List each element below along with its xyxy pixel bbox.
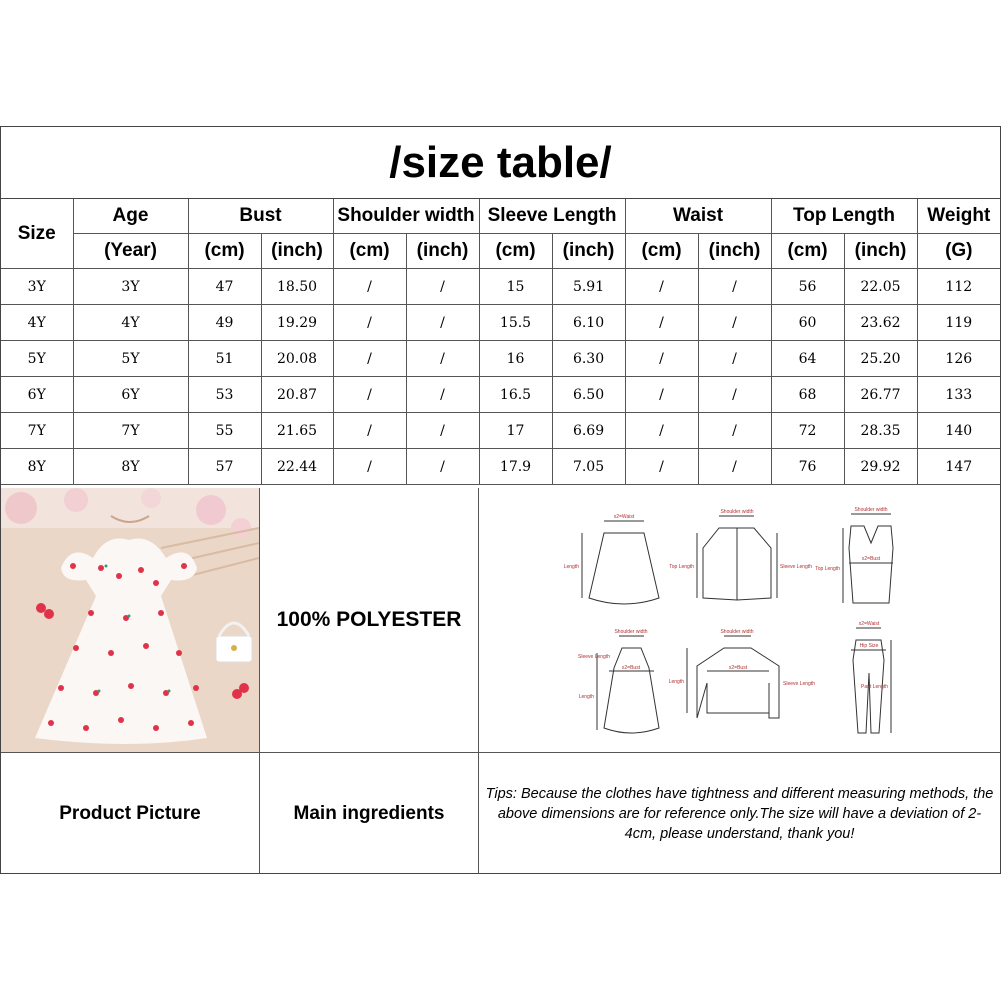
table-cell: 22.44 <box>261 449 333 485</box>
table-cell: / <box>406 269 479 305</box>
table-row <box>1 449 1000 485</box>
diagram-label: Length <box>578 694 594 700</box>
diagram-label: Shoulder width <box>854 507 888 513</box>
header-shoulder-width: Shoulder width <box>333 199 479 234</box>
diagram-label: Length <box>668 679 684 685</box>
table-cell: / <box>333 341 406 377</box>
table-cell: / <box>333 269 406 305</box>
garment-measurement-diagrams <box>479 488 999 752</box>
table-cell: 51 <box>188 341 261 377</box>
table-cell: 25.20 <box>844 341 917 377</box>
main-ingredients-label: Main ingredients <box>260 753 479 874</box>
header-age: Age <box>73 199 188 234</box>
table-row <box>1 377 1000 413</box>
table-cell: 60 <box>771 305 844 341</box>
table-cell: 4Y <box>1 305 73 341</box>
table-cell: 5.91 <box>552 269 625 305</box>
table-cell: 6.30 <box>552 341 625 377</box>
table-cell: / <box>406 305 479 341</box>
diagram-label: Sleeve Length <box>783 681 815 687</box>
table-cell: 3Y <box>73 269 188 305</box>
unit-header: (cm) <box>188 234 261 269</box>
size-table <box>1 199 1000 485</box>
table-cell: 16.5 <box>479 377 552 413</box>
table-cell: 47 <box>188 269 261 305</box>
info-section <box>1 488 1000 874</box>
table-cell: 6Y <box>73 377 188 413</box>
header-top-length: Top Length <box>771 199 917 234</box>
table-cell: 28.35 <box>844 413 917 449</box>
table-cell: / <box>333 413 406 449</box>
table-cell: 49 <box>188 305 261 341</box>
size-table-body <box>1 269 1000 485</box>
table-cell: / <box>698 341 771 377</box>
unit-header: (inch) <box>406 234 479 269</box>
table-cell: / <box>333 449 406 485</box>
table-cell: 140 <box>917 413 1000 449</box>
table-cell: 56 <box>771 269 844 305</box>
table-cell: 119 <box>917 305 1000 341</box>
diagram-label: x2=Bust <box>861 556 881 562</box>
table-cell: 7Y <box>73 413 188 449</box>
table-cell: 23.62 <box>844 305 917 341</box>
table-unit-header-row <box>1 234 1000 269</box>
diagram-label: Top Length <box>815 566 840 572</box>
table-cell: 20.87 <box>261 377 333 413</box>
unit-header: (Year) <box>73 234 188 269</box>
table-cell: 16 <box>479 341 552 377</box>
page-title: /size table/ <box>1 127 1000 199</box>
table-cell: 20.08 <box>261 341 333 377</box>
diagram-label: Shoulder width <box>614 629 648 635</box>
table-cell: 29.92 <box>844 449 917 485</box>
table-cell: / <box>406 377 479 413</box>
unit-header: (cm) <box>333 234 406 269</box>
product-picture-label: Product Picture <box>1 753 260 874</box>
table-cell: / <box>698 413 771 449</box>
table-row <box>1 269 1000 305</box>
unit-header: (cm) <box>771 234 844 269</box>
table-cell: / <box>333 305 406 341</box>
table-cell: / <box>698 305 771 341</box>
diagram-label: Pant Length <box>861 684 888 690</box>
table-cell: 133 <box>917 377 1000 413</box>
table-row <box>1 413 1000 449</box>
table-cell: 17 <box>479 413 552 449</box>
diagram-label: x2=Bust <box>728 665 748 671</box>
table-cell: 147 <box>917 449 1000 485</box>
table-cell: 26.77 <box>844 377 917 413</box>
size-chart-sheet <box>0 126 1001 874</box>
table-cell: / <box>333 377 406 413</box>
diagram-label: x2=Waist <box>613 514 635 520</box>
table-cell: 6Y <box>1 377 73 413</box>
diagram-label: Shoulder width <box>720 629 754 635</box>
table-cell: 21.65 <box>261 413 333 449</box>
table-cell: 8Y <box>73 449 188 485</box>
table-cell: 19.29 <box>261 305 333 341</box>
table-cell: 5Y <box>73 341 188 377</box>
table-cell: / <box>406 341 479 377</box>
diagram-label: Sleeve Length <box>780 564 812 570</box>
table-cell: / <box>625 269 698 305</box>
table-cell: 68 <box>771 377 844 413</box>
table-cell: / <box>698 449 771 485</box>
table-cell: / <box>406 413 479 449</box>
diagram-label: x2=Bust <box>621 665 641 671</box>
header-waist: Waist <box>625 199 771 234</box>
table-cell: 53 <box>188 377 261 413</box>
table-cell: 18.50 <box>261 269 333 305</box>
diagram-label: Hip Size <box>859 643 879 649</box>
table-row <box>1 305 1000 341</box>
header-size: Size <box>1 199 73 269</box>
table-cell: / <box>698 269 771 305</box>
table-cell: 64 <box>771 341 844 377</box>
tips-text: Tips: Because the clothes have tightness and different measuring methods, the above dimensions are for reference only.The size will have a deviation of 2-4cm, please understand, thank you! <box>485 785 994 842</box>
diagram-label: Top Length <box>669 564 694 570</box>
table-cell: 6.50 <box>552 377 625 413</box>
table-cell: 72 <box>771 413 844 449</box>
table-cell: 15 <box>479 269 552 305</box>
table-cell: 112 <box>917 269 1000 305</box>
material-text: 100% POLYESTER <box>260 488 479 753</box>
unit-header: (G) <box>917 234 1000 269</box>
diagram-label: x2=Waist <box>858 621 880 627</box>
table-cell: 3Y <box>1 269 73 305</box>
table-cell: / <box>625 413 698 449</box>
product-photo <box>1 488 260 753</box>
table-cell: 5Y <box>1 341 73 377</box>
unit-header: (inch) <box>844 234 917 269</box>
unit-header: (inch) <box>698 234 771 269</box>
table-cell: 7.05 <box>552 449 625 485</box>
header-weight: Weight <box>917 199 1000 234</box>
table-cell: 76 <box>771 449 844 485</box>
table-group-header-row <box>1 199 1000 234</box>
table-cell: / <box>625 305 698 341</box>
table-cell: 8Y <box>1 449 73 485</box>
diagram-label: Length <box>563 564 579 570</box>
table-cell: 6.69 <box>552 413 625 449</box>
unit-header: (inch) <box>261 234 333 269</box>
table-row <box>1 341 1000 377</box>
table-cell: 126 <box>917 341 1000 377</box>
table-cell: 57 <box>188 449 261 485</box>
header-sleeve-length: Sleeve Length <box>479 199 625 234</box>
table-cell: / <box>406 449 479 485</box>
table-cell: / <box>698 377 771 413</box>
table-cell: 7Y <box>1 413 73 449</box>
table-cell: / <box>625 377 698 413</box>
measurement-diagram <box>479 488 1000 753</box>
table-cell: / <box>625 449 698 485</box>
table-cell: 17.9 <box>479 449 552 485</box>
dress-photo <box>1 488 259 752</box>
table-cell: / <box>625 341 698 377</box>
table-cell: 15.5 <box>479 305 552 341</box>
table-cell: 6.10 <box>552 305 625 341</box>
diagram-label: Shoulder width <box>720 509 754 515</box>
unit-header: (inch) <box>552 234 625 269</box>
diagram-label: Sleeve Length <box>578 654 610 660</box>
header-bust: Bust <box>188 199 333 234</box>
table-cell: 22.05 <box>844 269 917 305</box>
table-cell: 4Y <box>73 305 188 341</box>
table-cell: 55 <box>188 413 261 449</box>
unit-header: (cm) <box>625 234 698 269</box>
unit-header: (cm) <box>479 234 552 269</box>
